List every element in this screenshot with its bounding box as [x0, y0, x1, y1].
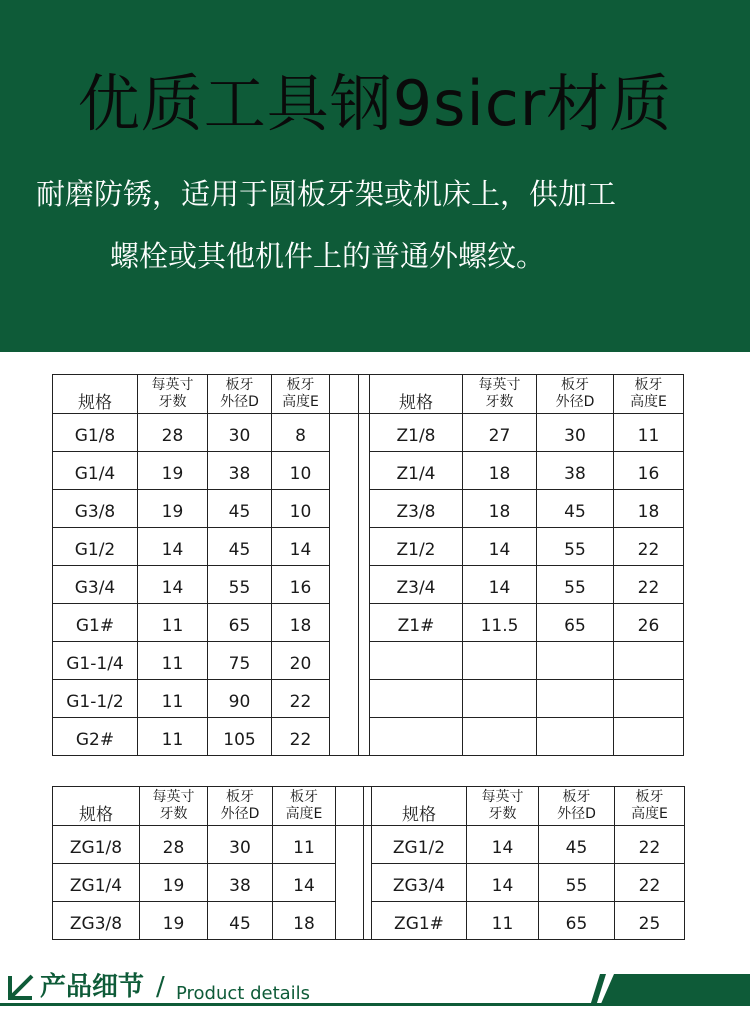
- header-part: 高度E: [282, 394, 319, 410]
- divider-cell: [364, 826, 372, 864]
- table-cell: 75: [208, 642, 272, 680]
- table-cell: 65: [208, 604, 272, 642]
- divider-cell: [359, 718, 370, 756]
- header-part: 板牙: [226, 789, 254, 805]
- table-cell: 19: [140, 864, 208, 902]
- table-cell: 22: [615, 864, 685, 902]
- divider-cell: [359, 452, 370, 490]
- table-cell: 18: [272, 604, 330, 642]
- table-cell: Z1#: [370, 604, 463, 642]
- header-part: 板牙: [290, 789, 318, 805]
- table-cell: [537, 642, 614, 680]
- table-cell: 65: [537, 604, 614, 642]
- table-cell: G1/4: [53, 452, 138, 490]
- table-cell: 11: [138, 604, 208, 642]
- divider-cell: [336, 902, 364, 940]
- table-cell: [370, 718, 463, 756]
- section-title-cn: 产品细节: [40, 972, 145, 1002]
- table-cell: [463, 718, 537, 756]
- section-title-slash: /: [156, 972, 165, 1002]
- table-cell: 18: [463, 490, 537, 528]
- table-cell: Z3/8: [370, 490, 463, 528]
- table-cell: 38: [208, 864, 273, 902]
- description-line-1: 耐磨防锈，适用于圆板牙架或机床上，供加工: [36, 177, 617, 211]
- table-row: [53, 452, 684, 490]
- table-cell: [370, 642, 463, 680]
- arrow-icon: [6, 972, 36, 1002]
- table-cell: ZG1#: [372, 902, 467, 940]
- divider-cell: [330, 604, 359, 642]
- table-cell: 14: [467, 826, 539, 864]
- header-part: 外径D: [220, 394, 259, 410]
- table-cell: 28: [140, 826, 208, 864]
- divider-cell: [359, 414, 370, 452]
- divider-cell: [359, 566, 370, 604]
- table-cell: 14: [273, 864, 336, 902]
- header-col-2: [539, 787, 615, 826]
- divider-cell: [330, 718, 359, 756]
- table-cell: 16: [272, 566, 330, 604]
- table-cell: 14: [463, 566, 537, 604]
- table-cell: [463, 680, 537, 718]
- table-cell: Z1/4: [370, 452, 463, 490]
- header-part: 每英寸: [151, 377, 194, 393]
- table-cell: [537, 680, 614, 718]
- table-cell: 45: [537, 490, 614, 528]
- divider-cell: [359, 642, 370, 680]
- header-col-1: [140, 787, 208, 826]
- table-cell: 14: [138, 528, 208, 566]
- table-row: [53, 566, 684, 604]
- divider-cell: [336, 826, 364, 864]
- table-row: [53, 864, 685, 902]
- table-row: [53, 826, 685, 864]
- table-cell: 19: [138, 490, 208, 528]
- header-col-1: [463, 375, 537, 414]
- table-cell: ZG3/8: [53, 902, 140, 940]
- divider-cell: [364, 787, 372, 826]
- table-cell: 28: [138, 414, 208, 452]
- table-cell: 22: [272, 718, 330, 756]
- table-cell: 45: [208, 902, 273, 940]
- header-part: 板牙: [635, 789, 664, 805]
- header-part: 板牙: [562, 789, 591, 805]
- table-cell: 45: [208, 528, 272, 566]
- header-banner: [0, 0, 750, 352]
- header-col-3: [272, 375, 330, 414]
- header-col-2: [208, 787, 273, 826]
- header-part: 板牙: [634, 377, 663, 393]
- table-cell: 22: [614, 566, 684, 604]
- table-cell: 25: [615, 902, 685, 940]
- table-header-row: [53, 375, 684, 414]
- table-cell: ZG1/4: [53, 864, 140, 902]
- table-cell: ZG1/2: [372, 826, 467, 864]
- table-cell: 105: [208, 718, 272, 756]
- table-cell: 55: [539, 864, 615, 902]
- header-part: 每英寸: [152, 789, 195, 805]
- divider-cell: [330, 642, 359, 680]
- table-cell: [370, 680, 463, 718]
- divider-cell: [330, 490, 359, 528]
- table-cell: [614, 718, 684, 756]
- divider-cell: [359, 604, 370, 642]
- table-cell: 10: [272, 452, 330, 490]
- table-cell: G1-1/2: [53, 680, 138, 718]
- table-cell: 20: [272, 642, 330, 680]
- table-cell: 16: [614, 452, 684, 490]
- table-cell: [463, 642, 537, 680]
- table-row: [53, 490, 684, 528]
- header-part: 每英寸: [478, 377, 521, 393]
- table-cell: Z1/2: [370, 528, 463, 566]
- table-row: [53, 718, 684, 756]
- table-cell: [614, 642, 684, 680]
- header-part: 牙数: [488, 806, 517, 822]
- divider-cell: [359, 680, 370, 718]
- divider-cell: [359, 528, 370, 566]
- table-cell: 11: [138, 642, 208, 680]
- table-cell: Z3/4: [370, 566, 463, 604]
- table-cell: 19: [138, 452, 208, 490]
- table-cell: 11: [138, 680, 208, 718]
- table-cell: G1#: [53, 604, 138, 642]
- divider-cell: [330, 452, 359, 490]
- table-cell: [537, 718, 614, 756]
- section-title-en: Product details: [176, 983, 311, 1004]
- header-part: 高度E: [631, 806, 668, 822]
- table-cell: G3/4: [53, 566, 138, 604]
- table-row: [53, 642, 684, 680]
- header-spec: 规格: [370, 375, 463, 414]
- table-cell: 14: [272, 528, 330, 566]
- description-line-2: 螺栓或其他机件上的普通外螺纹。: [110, 239, 546, 273]
- footer-section-bar: [0, 968, 750, 1022]
- divider-cell: [364, 902, 372, 940]
- header-part: 高度E: [630, 394, 667, 410]
- divider-cell: [330, 375, 359, 414]
- table-cell: G2#: [53, 718, 138, 756]
- table-cell: 22: [614, 528, 684, 566]
- table-cell: 45: [208, 490, 272, 528]
- header-part: 外径D: [220, 806, 260, 822]
- table-cell: 22: [615, 826, 685, 864]
- table-cell: 14: [467, 864, 539, 902]
- table-row: [53, 528, 684, 566]
- table-cell: 55: [208, 566, 272, 604]
- table-cell: 10: [272, 490, 330, 528]
- table-cell: 18: [614, 490, 684, 528]
- header-part: 高度E: [285, 806, 323, 822]
- divider-cell: [330, 680, 359, 718]
- table-cell: 8: [272, 414, 330, 452]
- table-cell: 30: [208, 826, 273, 864]
- table-cell: 90: [208, 680, 272, 718]
- divider-cell: [330, 566, 359, 604]
- table-row: [53, 604, 684, 642]
- divider-cell: [336, 864, 364, 902]
- header-part: 外径D: [555, 394, 595, 410]
- divider-cell: [336, 787, 364, 826]
- table-cell: G3/8: [53, 490, 138, 528]
- table-cell: 14: [138, 566, 208, 604]
- table-cell: 65: [539, 902, 615, 940]
- table-cell: 11: [467, 902, 539, 940]
- table-cell: 11: [614, 414, 684, 452]
- divider-cell: [364, 864, 372, 902]
- table-row: [53, 680, 684, 718]
- header-col-3: [273, 787, 336, 826]
- table-cell: 30: [537, 414, 614, 452]
- table-cell: 14: [463, 528, 537, 566]
- table-cell: 30: [208, 414, 272, 452]
- table-cell: 26: [614, 604, 684, 642]
- divider-cell: [359, 490, 370, 528]
- header-part: 板牙: [561, 377, 589, 393]
- table-cell: ZG3/4: [372, 864, 467, 902]
- header-col-1: [467, 787, 539, 826]
- table-cell: 19: [140, 902, 208, 940]
- page-title: 优质工具钢9sicr材质: [77, 67, 673, 140]
- spec-table-zg: [52, 786, 685, 940]
- table-cell: 11: [138, 718, 208, 756]
- table-cell: 11: [273, 826, 336, 864]
- table-cell: [614, 680, 684, 718]
- header-part: 板牙: [286, 377, 315, 393]
- header-spec: 规格: [372, 787, 467, 826]
- table-cell: G1/8: [53, 414, 138, 452]
- footer-tab: [600, 974, 750, 1006]
- header-part: 每英寸: [481, 789, 524, 805]
- table-cell: 55: [537, 528, 614, 566]
- table-cell: 18: [463, 452, 537, 490]
- table-cell: G1/2: [53, 528, 138, 566]
- table-cell: Z1/8: [370, 414, 463, 452]
- table-cell: 38: [208, 452, 272, 490]
- header-col-1: [138, 375, 208, 414]
- table-cell: 11.5: [463, 604, 537, 642]
- header-part: 外径D: [557, 806, 596, 822]
- header-spec: 规格: [53, 787, 140, 826]
- table-cell: 18: [273, 902, 336, 940]
- table-header-row: [53, 787, 685, 826]
- table-cell: 22: [272, 680, 330, 718]
- header-col-2: [208, 375, 272, 414]
- divider-cell: [330, 528, 359, 566]
- table-cell: ZG1/8: [53, 826, 140, 864]
- header-spec: 规格: [53, 375, 138, 414]
- table-cell: 45: [539, 826, 615, 864]
- table-cell: 27: [463, 414, 537, 452]
- header-part: 牙数: [158, 394, 187, 410]
- header-col-2: [537, 375, 614, 414]
- table-row: [53, 902, 685, 940]
- header-part: 牙数: [485, 394, 514, 410]
- table-row: [53, 414, 684, 452]
- divider-cell: [359, 375, 370, 414]
- divider-cell: [330, 414, 359, 452]
- table-cell: G1-1/4: [53, 642, 138, 680]
- table-cell: 55: [537, 566, 614, 604]
- header-part: 牙数: [159, 806, 188, 822]
- header-part: 板牙: [225, 377, 254, 393]
- header-col-3: [614, 375, 684, 414]
- table-cell: 38: [537, 452, 614, 490]
- spec-table-g-z: [52, 374, 684, 756]
- header-col-3: [615, 787, 685, 826]
